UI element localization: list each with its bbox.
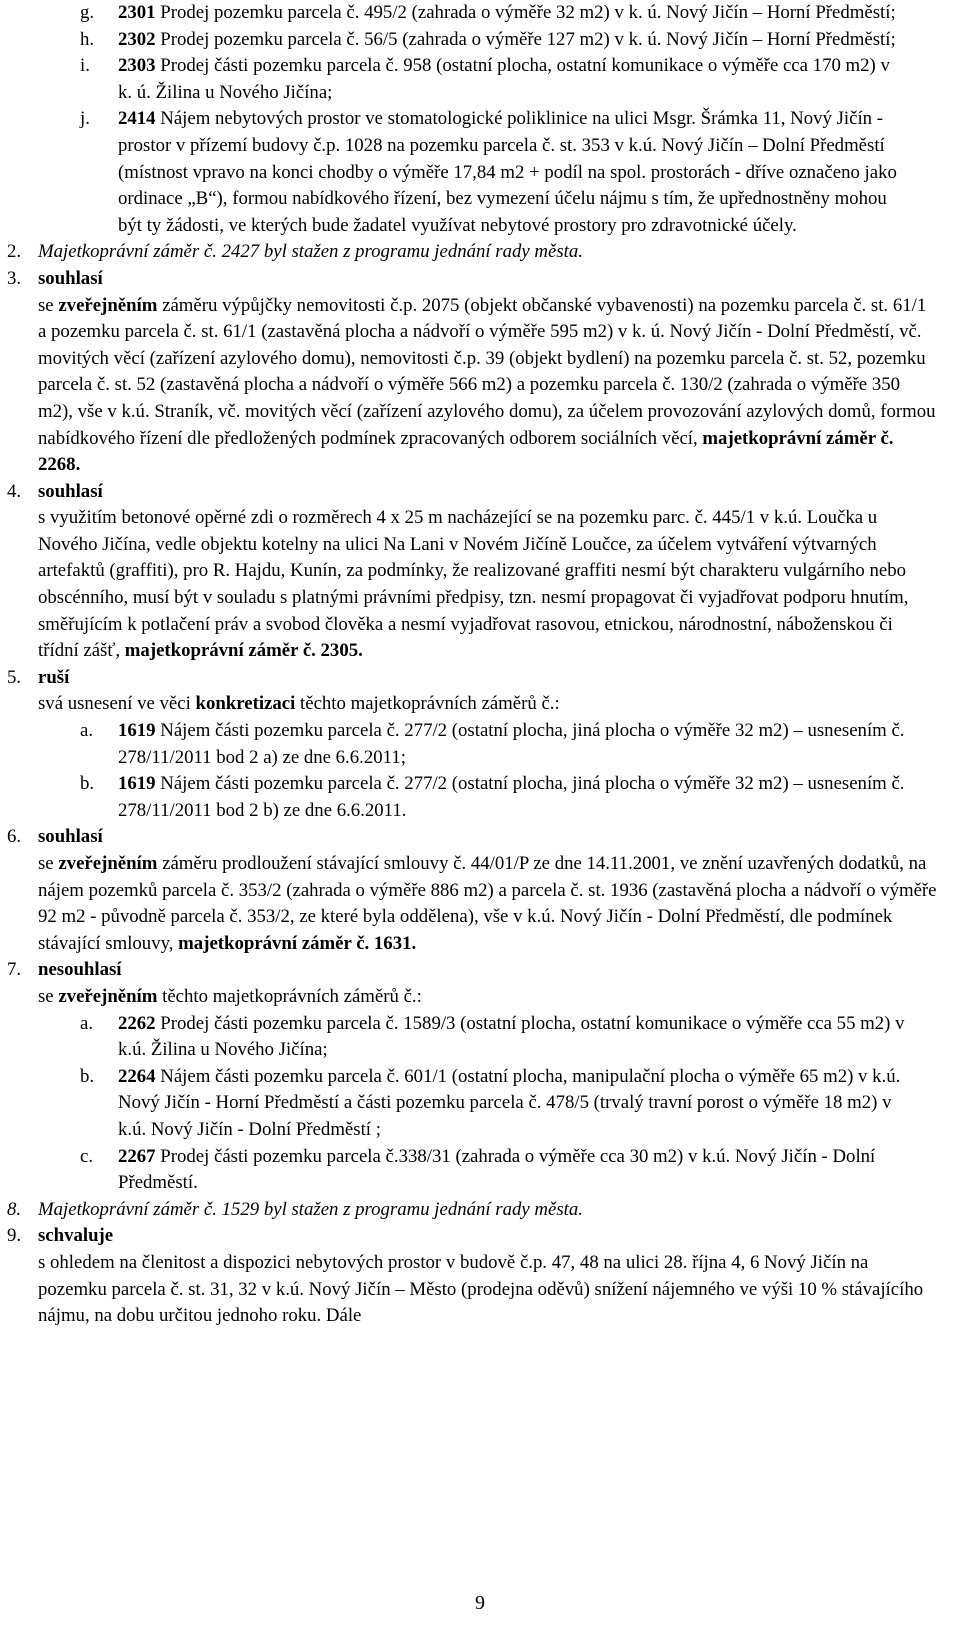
list-item bbox=[0, 771, 960, 824]
item-description: Nájem části pozemku parcela č. 277/2 (ostatní plocha, jiná plocha o výměře 32 m2) – usnesením č. 278/11/2011 bod 2 b) ze dne 6.6.2011. bbox=[118, 773, 905, 821]
item-text bbox=[118, 0, 908, 27]
item-text bbox=[38, 293, 938, 479]
item-description: Prodej pozemku parcela č. 495/2 (zahrada o výměře 32 m2) v k. ú. Nový Jičín – Horní Předměstí; bbox=[155, 2, 896, 23]
list-item bbox=[0, 0, 960, 27]
text-part: se bbox=[38, 294, 59, 316]
text-part: s využitím betonové opěrné zdi o rozměrech 4 x 25 m nacházející se na pozemku parc. č. 445/1 v k.ú. Loučka u Nového Jičína, vedle objektu kotelny na ulici Na Lani v Novém Jičíně Loučce, za účelem vytváření výtvarných artefaktů (graffiti), pro R. Hajdu, Kunín, za podmínky, že realizované graffiti nesmí být charakteru vulgárního nebo obscénního, musí být v souladu s platnými právními předpisy, tzn. nesmí propagovat či vyjadřovat podporu hnutím, směřujícím k potlačení práv a svobod člověka a nesmí vyjadřovat rasovou, etnickou, národnostní, náboženskou či třídní zášť, bbox=[38, 507, 909, 662]
text-part: se bbox=[38, 853, 59, 874]
item-description: Prodej pozemku parcela č. 56/5 (zahrada o výměře 127 m2) v k. ú. Nový Jičín – Horní Předměstí; bbox=[155, 28, 896, 50]
item-text bbox=[38, 691, 938, 718]
item-number: 2303 bbox=[118, 55, 156, 77]
item-text: Majetkoprávní záměr č. 2427 byl stažen z programu jednání rady města. bbox=[38, 241, 583, 263]
text-part: těchto majetkoprávních záměrů č.: bbox=[295, 693, 560, 715]
item-number: 2302 bbox=[118, 28, 156, 50]
item-verb: souhlasí bbox=[38, 826, 103, 848]
item-text bbox=[38, 505, 938, 665]
item-label: 3. bbox=[7, 267, 22, 289]
page-number: 9 bbox=[475, 1592, 485, 1614]
bold-part: zveřejněním bbox=[58, 294, 158, 316]
item-label: h. bbox=[80, 28, 95, 50]
item-text bbox=[38, 984, 938, 1011]
item-description: Prodej části pozemku parcela č.338/31 (zahrada o výměře cca 30 m2) v k.ú. Nový Jičín - Dolní Předměstí. bbox=[118, 1145, 876, 1194]
item-number: 2267 bbox=[118, 1145, 156, 1167]
resolution-item-3 bbox=[0, 266, 960, 479]
list-item bbox=[0, 1011, 960, 1064]
plan-reference: majetkoprávní záměr č. 2268. bbox=[38, 427, 894, 476]
list-item bbox=[0, 53, 960, 106]
item-number: 2264 bbox=[118, 1065, 156, 1087]
item-label: 4. bbox=[7, 480, 22, 502]
item-label: 8. bbox=[7, 1198, 22, 1220]
item-verb: souhlasí bbox=[38, 267, 103, 289]
list-item bbox=[0, 1144, 960, 1197]
list-item bbox=[0, 1064, 960, 1144]
item-label: c. bbox=[80, 1145, 94, 1167]
item-verb: schvaluje bbox=[38, 1225, 114, 1247]
item-description: Prodej části pozemku parcela č. 1589/3 (ostatní plocha, ostatní komunikace o výměře cca 55 m2) v k.ú. Žilina u Nového Jičína; bbox=[118, 1012, 905, 1061]
item-label: 5. bbox=[7, 666, 22, 688]
item-verb: ruší bbox=[38, 666, 70, 688]
item-number: 2262 bbox=[118, 1012, 156, 1034]
item-number: 1619 bbox=[118, 720, 156, 742]
resolution-item-2 bbox=[0, 239, 960, 266]
item-text bbox=[118, 1144, 908, 1197]
list-item bbox=[0, 106, 960, 239]
item-number: 2301 bbox=[118, 2, 156, 23]
item-text: s ohledem na členitost a dispozici nebytových prostor v budově č.p. 47, 48 na ulici 28. října 4, 6 Nový Jičín na pozemku parcela č. st. 31, 32 v k.ú. Nový Jičín – Město (prodejna oděvů) snížení nájemného ve výši 10 % stávajícího nájmu, na dobu určitou jednoho roku. Dále bbox=[38, 1251, 924, 1327]
item-label: 7. bbox=[7, 959, 22, 981]
item-text bbox=[118, 106, 908, 239]
item-label: b. bbox=[80, 1065, 95, 1087]
item-label: a. bbox=[80, 720, 94, 742]
item-label: g. bbox=[80, 2, 95, 23]
item-description: Nájem části pozemku parcela č. 601/1 (ostatní plocha, manipulační plocha o výměře 65 m2) v k.ú. Nový Jičín - Horní Předměstí a části pozemku parcela č. 478/5 (trvalý travní porost o výměře 18 m2) v k.ú. Nový Jičín - Dolní Předměstí ; bbox=[118, 1065, 901, 1140]
text-part: těchto majetkoprávních záměrů č.: bbox=[157, 985, 422, 1007]
item-description: Prodej části pozemku parcela č. 958 (ostatní plocha, ostatní komunikace o výměře cca 170 m2) v k. ú. Žilina u Nového Jičína; bbox=[118, 55, 890, 103]
bold-part: zveřejněním bbox=[58, 853, 158, 874]
item-label: 9. bbox=[7, 1225, 22, 1247]
item-verb: souhlasí bbox=[38, 480, 103, 502]
resolution-item-4 bbox=[0, 479, 960, 665]
item-text bbox=[118, 1011, 908, 1064]
plan-reference: majetkoprávní záměr č. 2305. bbox=[124, 640, 363, 662]
resolution-item-8 bbox=[0, 1197, 960, 1224]
text-part: záměru prodloužení stávající smlouvy č. 44/01/P ze dne 14.11.2001, ve znění uzavřených dodatků, na nájem pozemků parcela č. 353/2 (zahrada o výměře 886 m2) a parcela č. st. 1936 (zastavěná plocha a nádvoří o výměře 92 m2 - původně parcela č. 353/2, ze které byla oddělena), vše v k.ú. Nový Jičín - Dolní Předměstí, dle podmínek stávající smlouvy, bbox=[38, 853, 937, 954]
list-item bbox=[0, 27, 960, 54]
bold-part: zveřejněním bbox=[58, 985, 158, 1007]
item-text bbox=[118, 1064, 908, 1144]
resolution-item-5 bbox=[0, 665, 960, 718]
item-text bbox=[118, 53, 908, 106]
text-part: se bbox=[38, 985, 59, 1007]
item-text bbox=[118, 771, 908, 824]
item-label: b. bbox=[80, 773, 95, 795]
item-verb: nesouhlasí bbox=[38, 959, 122, 981]
item-text bbox=[38, 851, 938, 957]
item-text bbox=[118, 27, 908, 54]
item-label: j. bbox=[80, 108, 90, 130]
text-part: svá usnesení ve věci bbox=[38, 693, 196, 715]
item-description: Nájem nebytových prostor ve stomatologické poliklinice na ulici Msgr. Šrámka 11, Nový Jičín - prostor v přízemí budovy č.p. 1028 na pozemku parcela č. st. 353 v k.ú. Nový Jičín – Dolní Předměstí (místnost vpravo na konci chodby o výměře 17,84 m2 + podíl na spol. prostorách - dříve označeno jako ordinace „B“), formou nabídkového řízení, bez vymezení účelu nájmu s tím, že upřednostněny mohou být ty žádosti, ve kterých bude žadatel využívat nebytové prostory pro zdravotnické účely. bbox=[118, 108, 897, 236]
bold-part: konkretizaci bbox=[195, 693, 296, 715]
item-text: Majetkoprávní záměr č. 1529 byl stažen z programu jednání rady města. bbox=[38, 1198, 583, 1220]
text-part: záměru výpůjčky nemovitosti č.p. 2075 (objekt občanské vybavenosti) na pozemku parcela č. st. 61/1 a pozemku parcela č. st. 61/1 (zastavěná plocha a nádvoří o výměře 595 m2) v k. ú. Nový Jičín - Dolní Předměstí, vč. movitých věcí (zařízení azylového domu), nemovitosti č.p. 39 (objekt bydlení) na pozemku parcela č. st. 52, pozemku parcela č. st. 52 (zastavěná plocha a nádvoří o výměře 566 m2) a pozemku parcela č. 130/2 (zahrada o výměře 350 m2), vše v k.ú. Straník, vč. movitých věcí (zařízení azylového domu), za účelem provozování azylových domů, formou nabídkového řízení dle předložených podmínek zpracovaných odborem sociálních věcí, bbox=[38, 294, 936, 449]
item-label: a. bbox=[80, 1012, 94, 1034]
item-label: i. bbox=[80, 55, 90, 77]
list-item bbox=[0, 718, 960, 771]
resolution-item-7 bbox=[0, 957, 960, 1010]
plan-reference: majetkoprávní záměr č. 1631. bbox=[178, 932, 417, 954]
resolution-item-9 bbox=[0, 1223, 960, 1329]
item-label: 6. bbox=[7, 826, 22, 848]
item-number: 2414 bbox=[118, 108, 156, 130]
item-description: Nájem části pozemku parcela č. 277/2 (ostatní plocha, jiná plocha o výměře 32 m2) – usnesením č. 278/11/2011 bod 2 a) ze dne 6.6.2011; bbox=[118, 720, 905, 768]
item-text bbox=[118, 718, 908, 771]
item-number: 1619 bbox=[118, 773, 156, 795]
resolution-item-6 bbox=[0, 824, 960, 957]
item-label: 2. bbox=[7, 241, 22, 263]
